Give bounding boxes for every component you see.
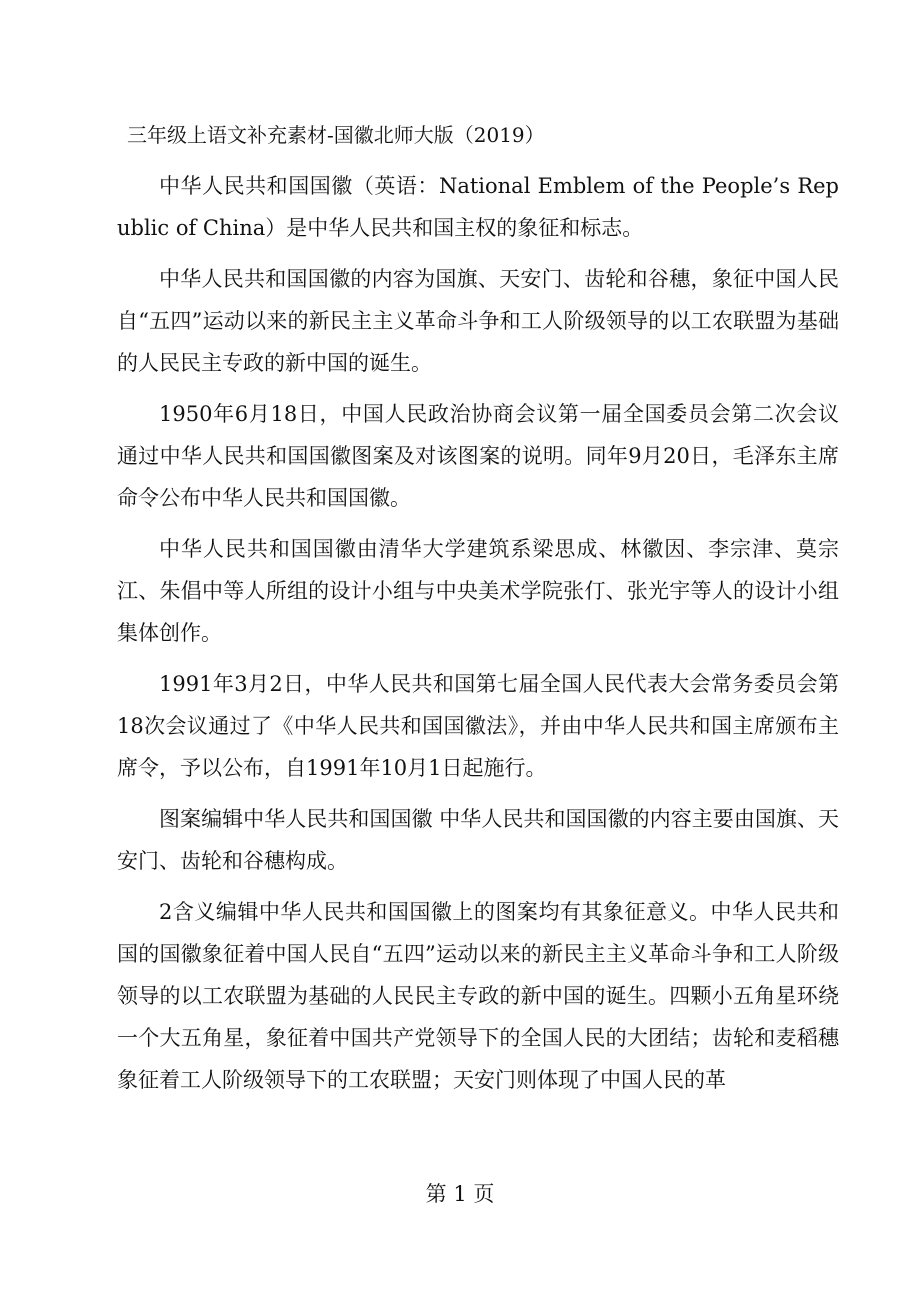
paragraph-3: 1950年6月18日，中国人民政治协商会议第一届全国委员会第二次会议通过中华人民共和国国徽图案及对该图案的说明。同年9月20日，毛泽东主席命令公布中华人民共和国国徽。: [117, 402, 839, 510]
page-number: 第 1 页: [425, 1182, 495, 1206]
paragraph-7: 2含义编辑中华人民共和国国徽上的图案均有其象征意义。中华人民共和国的国徽象征着中国人民自“五四”运动以来的新民主主义革命斗争和工人阶级领导的以工农联盟为基础的人民民主专政的新中国的诞生。四颗小五角星环绕一个大五角星，象征着中国共产党领导下的全国人民的大团结；齿轮和麦稻穗象征着工人阶级领导下的工农联盟；天安门则体现了中国人民的革: [117, 900, 839, 1092]
document-title: 三年级上语文补充素材-国徽北师大版（2019）: [127, 123, 545, 147]
paragraph-1: 中华人民共和国国徽（英语：National Emblem of the People’s Republic of China）是中华人民共和国主权的象征和标志。: [117, 174, 839, 240]
paragraph-5: 1991年3月2日，中华人民共和国第七届全国人民代表大会常务委员会第18次会议通过了《中华人民共和国国徽法》，并由中华人民共和国主席颁布主席令，予以公布，自1991年10月1日起施行。: [117, 672, 839, 780]
paragraph-4: 中华人民共和国国徽由清华大学建筑系梁思成、林徽因、李宗津、莫宗江、朱倡中等人所组的设计小组与中央美术学院张仃、张光宇等人的设计小组集体创作。: [117, 537, 839, 645]
document-body: [117, 165, 839, 1110]
paragraph-6: 图案编辑中华人民共和国国徽 中华人民共和国国徽的内容主要由国旗、天安门、齿轮和谷穗构成。: [117, 807, 839, 873]
paragraph-2: 中华人民共和国国徽的内容为国旗、天安门、齿轮和谷穗，象征中国人民自“五四”运动以来的新民主主义革命斗争和工人阶级领导的以工农联盟为基础的人民民主专政的新中国的诞生。: [117, 267, 839, 375]
